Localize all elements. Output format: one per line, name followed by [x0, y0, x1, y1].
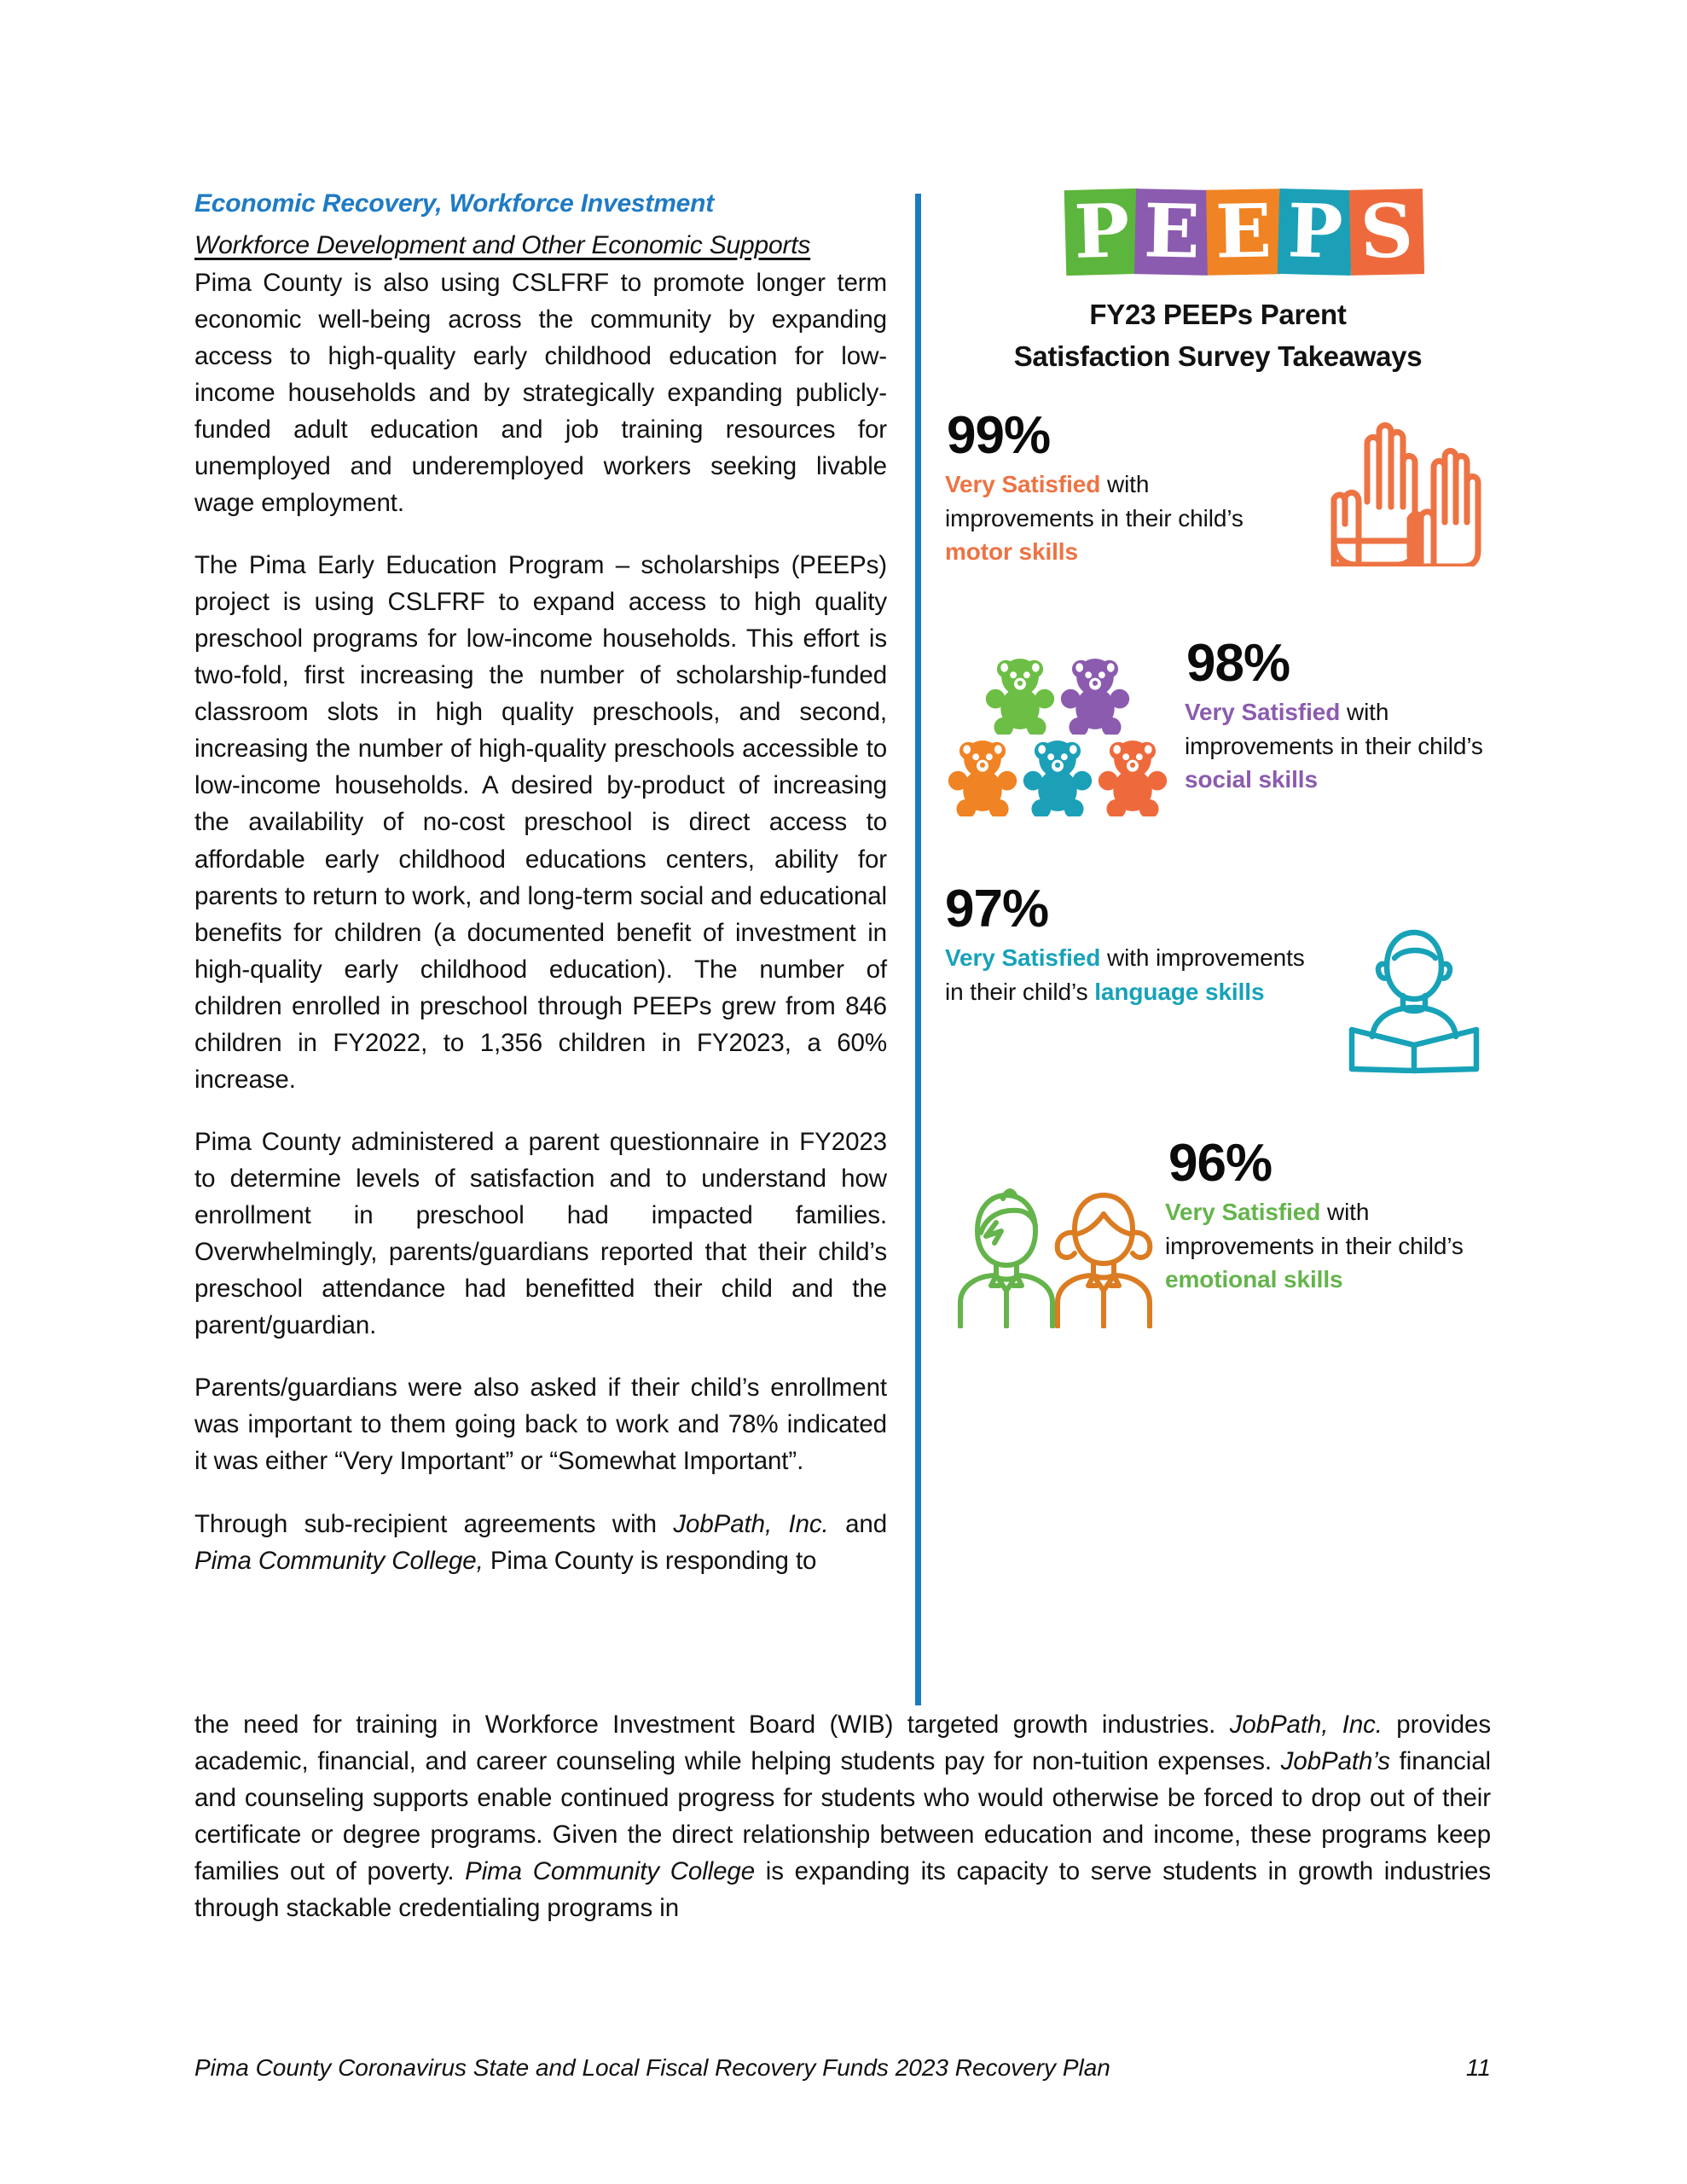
caption-lead: Very Satisfied [945, 470, 1101, 497]
stat-text [1165, 1133, 1491, 1297]
boy-figure [960, 1191, 1052, 1327]
two-column-region [194, 189, 1491, 1716]
caption-tail: social skills [1185, 766, 1318, 793]
text-run: the need for training in Workforce Investment Board (WIB) targeted growth industries. [194, 1711, 1230, 1739]
paragraph-workforce-intro: Pima County is also using CSLFRF to promote longer term economic well-being across the community by expanding access to high-quality early childhood education for low-income households and by strategically expanding publicly-funded adult education and job training resources for unemployed and underemployed workers seeking livable wage employment. [194, 268, 887, 517]
infographic-title-line-2: Satisfaction Survey Takeaways [1013, 340, 1423, 372]
caption-lead: Very Satisfied [1185, 698, 1341, 725]
text-run: is expanding its capacity to serve students in growth industries through stackable credentialing programs in [194, 1857, 1491, 1923]
stat-caption [945, 941, 1311, 1009]
italic-jobpath-inc: JobPath, Inc. [1229, 1711, 1383, 1739]
teddy-bears-icon [945, 653, 1171, 816]
stat-percent: 97% [945, 879, 1049, 938]
column-divider [915, 194, 921, 1705]
logo-letter-block-p2: P [1278, 189, 1353, 276]
two-children-icon [945, 1183, 1158, 1333]
section-heading: Economic Recovery, Workforce Investment [194, 189, 715, 218]
footer-title: Pima County Coronavirus State and Local Fiscal Recovery Funds 2023 Recovery Plan [194, 2054, 1110, 2081]
caption-lead: Very Satisfied [945, 944, 1101, 971]
teddy-bear-orange [945, 735, 1020, 816]
italic-pima-community-college: Pima Community College, [194, 1546, 484, 1575]
teddy-bear-green [983, 653, 1058, 735]
page-number: 11 [1465, 2054, 1491, 2081]
teddy-bear-teal [1020, 735, 1095, 816]
teddy-bear-red [1095, 735, 1170, 816]
italic-pima-community-college: Pima Community College [465, 1857, 756, 1886]
logo-letter-block-e1: E [1134, 189, 1209, 276]
paragraph-importance: Parents/guardians were also asked if their child’s enrollment was important to them going back to work and 78% indicated it was either “Very Important” or “Somewhat Important”. [194, 1374, 887, 1476]
text-run: financial and counseling supports enable continued progress for students who would otherwise be forced to drop out of their certificate or degree programs. Given the direct relationship between education and income, these programs keep families out of poverty. [194, 1747, 1491, 1886]
left-text-column [194, 189, 887, 1579]
stat-text [945, 879, 1311, 1009]
logo-letter-block-e2: E [1206, 189, 1281, 275]
girl-figure [1058, 1195, 1151, 1327]
logo-letter-block-p1: P [1064, 189, 1140, 276]
caption-tail: emotional skills [1165, 1266, 1343, 1293]
stat-caption [945, 468, 1304, 569]
italic-jobpath-inc: JobPath, Inc. [673, 1509, 829, 1538]
stat-percent: 98% [1186, 633, 1290, 693]
stat-percent: 96% [1168, 1133, 1272, 1193]
stat-text [1185, 633, 1491, 797]
stat-caption [1165, 1195, 1491, 1297]
stat-motor-skills [945, 405, 1491, 571]
paragraph-questionnaire: Pima County administered a parent questionnaire in FY2023 to determine levels of satisfaction and to understand how enrollment in preschool had impacted families. Overwhelmingly, parents/guardians reported that their child’s preschool attendance had benefitted their child and the parent/guardian. [194, 1127, 887, 1340]
caption-tail: language skills [1094, 978, 1265, 1005]
raised-hands-icon [1307, 413, 1491, 571]
full-width-text-block [194, 1706, 1491, 1926]
logo-letter-block-s: S [1349, 189, 1424, 276]
text-run: Pima County is responding to [483, 1546, 817, 1575]
infographic-title-line-1: FY23 PEEPs Parent [1089, 299, 1347, 330]
caption-mid: with improvements in their child’s [1185, 698, 1483, 759]
sub-heading: Workforce Development and Other Economic Supports [194, 230, 811, 259]
caption-mid: with improvements in their child’s [1165, 1198, 1464, 1259]
child-reading-book-icon [1333, 917, 1491, 1079]
text-run: and [828, 1509, 888, 1538]
stat-caption [1185, 695, 1491, 797]
paragraph-subrecipient-start [194, 1506, 887, 1579]
caption-mid: with improvements in their child’s [945, 470, 1244, 531]
caption-tail: motor skills [945, 538, 1078, 566]
peeps-infographic-panel [945, 189, 1491, 1333]
stat-percent: 99% [947, 405, 1051, 465]
text-run: Through sub-recipient agreements with [194, 1509, 674, 1538]
paragraph-jobpath-pcc [194, 1706, 1491, 1926]
stat-social-skills [945, 633, 1491, 816]
stat-language-skills [945, 879, 1491, 1079]
page-footer [194, 2054, 1491, 2082]
caption-mid: with improvements in their child’s [945, 944, 1305, 1005]
text-run: provides academic, financial, and career counseling while helping students pay for non-tuition expenses. [194, 1711, 1491, 1776]
teddy-bear-purple [1058, 653, 1133, 735]
stat-text [945, 405, 1304, 569]
stat-emotional-skills [945, 1133, 1491, 1333]
peeps-logo [1065, 189, 1432, 282]
italic-jobpaths: JobPath’s [1280, 1747, 1390, 1776]
caption-lead: Very Satisfied [1165, 1198, 1321, 1225]
paragraph-peeps-program: The Pima Early Education Program – scholarships (PEEPs) project is using CSLFRF to expand access to high quality preschool programs for low-income households. This effort is two-fold, first increasing the number of scholarship-funded classroom slots in high quality preschools, and second, increasing the number of high-quality preschools accessible to low-income households. A desired by-product of increasing the availability of no-cost preschool is direct access to affordable early childhood educations centers, ability for parents to return to work, and long-term social and educational benefits for children (a documented benefit of investment in high-quality early childhood education). The number of children enrolled in preschool through PEEPs grew from 846 children in FY2022, to 1,356 children in FY2023, a 60% increase. [194, 551, 887, 1094]
